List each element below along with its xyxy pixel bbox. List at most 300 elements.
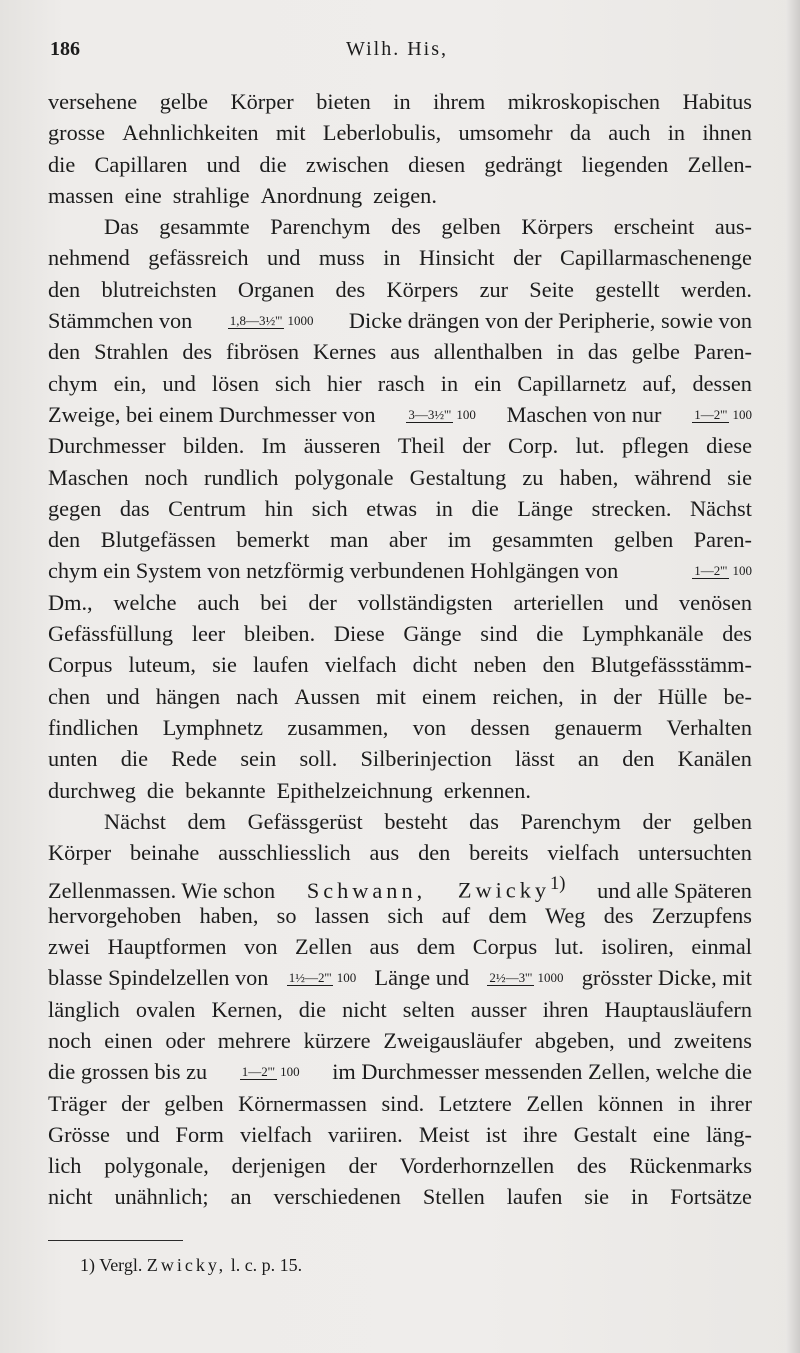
fraction-numerator: 1,8—3½''' xyxy=(229,313,283,329)
word: Gefässfüllung xyxy=(48,621,174,647)
text-segment: Dicke drängen von der Peripherie, sowie von xyxy=(348,308,752,334)
word: Nächst xyxy=(104,808,166,834)
word: Capillarmaschenenge xyxy=(560,245,752,271)
fraction-numerator: 1—2''' xyxy=(241,1064,275,1080)
footnote-reference: l. c. p. 15. xyxy=(230,1255,303,1275)
word: noch xyxy=(144,464,188,490)
text-segment: im Durchmesser messenden Zellen, welche die xyxy=(332,1059,752,1085)
text-line xyxy=(48,868,752,903)
word: muss xyxy=(318,245,365,271)
word: findlichen xyxy=(48,714,139,740)
text-line xyxy=(48,1150,752,1181)
word: Das xyxy=(104,214,139,240)
fraction-denominator: 100 xyxy=(280,1064,300,1080)
word: und xyxy=(126,1121,160,1147)
word: dicht xyxy=(412,652,458,678)
word: die xyxy=(48,151,76,177)
word: so xyxy=(276,902,297,928)
word: und xyxy=(162,370,196,396)
word: oder xyxy=(165,1027,205,1053)
word: Aussen xyxy=(294,683,361,709)
text-line xyxy=(48,1056,752,1087)
word: lassen xyxy=(314,902,370,928)
word: Lymphnetz xyxy=(162,714,264,740)
text-line xyxy=(48,555,752,586)
word: in xyxy=(677,1090,696,1116)
word: Kernes xyxy=(313,339,377,365)
word: laufen xyxy=(252,652,309,678)
word: bei xyxy=(260,589,288,615)
word: rasch xyxy=(377,370,425,396)
author-name: Schwann, xyxy=(306,877,427,903)
word: dessen xyxy=(692,370,752,396)
word: des xyxy=(182,339,213,365)
text-line xyxy=(48,962,752,993)
word: luteum, xyxy=(128,652,197,678)
word: von xyxy=(244,934,278,960)
word: die xyxy=(298,996,326,1022)
word: Durchmesser xyxy=(48,433,166,459)
word: lut. xyxy=(554,934,584,960)
word: Zellen- xyxy=(687,151,752,177)
word: Kanälen xyxy=(677,746,752,772)
word: bleiben. xyxy=(243,621,316,647)
word: Maschen xyxy=(48,464,129,490)
word: der xyxy=(308,589,337,615)
word: sie xyxy=(584,1184,610,1210)
word: haben, xyxy=(559,464,619,490)
word: Centrum xyxy=(168,495,247,521)
word: versehene xyxy=(48,89,138,114)
word: auf, xyxy=(642,370,677,396)
word: besteht xyxy=(384,808,448,834)
word: beinahe xyxy=(129,840,200,866)
word: lich xyxy=(48,1153,82,1179)
word: ihre xyxy=(522,1121,558,1147)
word: Gänge xyxy=(403,621,462,647)
word: ihnen xyxy=(702,120,752,146)
word: haben, xyxy=(199,902,259,928)
fraction xyxy=(240,1066,300,1078)
text-segment: grösster Dicke, mit xyxy=(581,965,752,991)
fraction-numerator: 3—3½''' xyxy=(408,406,452,422)
word: die xyxy=(471,495,499,521)
word: lässt xyxy=(515,746,555,772)
running-head: Wilh. His, xyxy=(346,38,448,60)
word: bemerkt xyxy=(236,527,310,553)
word: dem xyxy=(488,902,527,928)
text-line xyxy=(48,274,752,305)
word: im xyxy=(447,527,472,553)
word: nehmend xyxy=(48,245,130,271)
text-line xyxy=(48,994,752,1025)
word: zur xyxy=(479,276,509,302)
word: des xyxy=(335,276,366,302)
text-line xyxy=(48,806,752,837)
word: Im xyxy=(261,433,287,459)
word: mikroskopischen xyxy=(507,89,661,114)
body-text xyxy=(48,86,752,1213)
fraction-numerator: 2½—3''' xyxy=(489,970,533,986)
word: nicht xyxy=(48,1184,93,1210)
word: gestellt xyxy=(595,276,660,302)
word: durchweg xyxy=(48,777,136,803)
word: einem xyxy=(421,683,477,709)
word: unten xyxy=(48,746,98,772)
word: Letztere xyxy=(438,1090,512,1116)
text-segment: Länge und xyxy=(374,965,470,991)
text-line xyxy=(48,775,752,806)
word: von xyxy=(412,714,447,740)
fraction xyxy=(487,972,563,984)
word: massen xyxy=(48,182,114,208)
text-segment: chym ein System von netzförmig verbundenen Hohlgängen von xyxy=(48,558,619,584)
word: bekannte xyxy=(185,777,266,803)
fraction xyxy=(406,406,476,422)
text-line xyxy=(48,180,752,211)
word: in xyxy=(630,1184,649,1210)
word: und xyxy=(624,589,659,615)
word: mehrere xyxy=(217,1027,291,1053)
word: gefässreich xyxy=(148,245,249,271)
fraction-denominator: 100 xyxy=(336,970,357,986)
word: äusseren xyxy=(303,433,381,459)
word: Organen xyxy=(237,276,315,302)
word: ein xyxy=(474,370,502,396)
word: laufen xyxy=(506,1184,563,1210)
word: der xyxy=(513,245,542,271)
word: verschiedenen xyxy=(273,1184,401,1210)
word: Rede xyxy=(171,746,218,772)
fraction-denominator: 1000 xyxy=(537,970,564,986)
word: bieten xyxy=(316,89,371,114)
word: ihrer xyxy=(709,1090,752,1116)
word: strahlige xyxy=(172,182,250,208)
page-edge-shadow xyxy=(786,0,800,1353)
word: das xyxy=(587,339,618,365)
word: vielfach xyxy=(324,652,397,678)
word: nicht xyxy=(342,996,387,1022)
word: hin xyxy=(264,495,294,521)
word: gelbe xyxy=(631,339,680,365)
text-line xyxy=(48,117,752,148)
word: Theil xyxy=(397,433,445,459)
word: Capillarnetz xyxy=(517,370,627,396)
word: fibrösen xyxy=(226,339,300,365)
word: welche xyxy=(113,589,177,615)
word: reichen, xyxy=(492,683,564,709)
word: erkennen. xyxy=(443,777,531,803)
word: Zerzupfens xyxy=(651,902,752,928)
word: zweitens xyxy=(673,1027,752,1053)
word: Seite xyxy=(529,276,574,302)
word: rundlich xyxy=(204,464,279,490)
word: gelben xyxy=(613,527,674,553)
word: Körper xyxy=(230,89,294,114)
word: die xyxy=(536,621,564,647)
word: mit xyxy=(376,683,406,709)
word: Form xyxy=(175,1121,224,1147)
text-segment: blasse Spindelzellen von xyxy=(48,965,269,991)
word: abgeben, xyxy=(534,1027,615,1053)
word: blutreichsten xyxy=(101,276,217,302)
word: polygonale xyxy=(294,464,394,490)
word: auf xyxy=(441,902,471,928)
word: sind. xyxy=(381,1090,425,1116)
word: Anordnung xyxy=(260,182,363,208)
word: selten xyxy=(402,996,455,1022)
text-line xyxy=(48,336,752,367)
text-line xyxy=(48,462,752,493)
word: Grösse xyxy=(48,1121,110,1147)
word: vielfach xyxy=(547,840,620,866)
word: die xyxy=(259,151,287,177)
word: pflegen xyxy=(621,433,689,459)
word: in xyxy=(440,370,459,396)
word: grosse xyxy=(48,120,105,146)
word: liegenden xyxy=(581,151,669,177)
word: in xyxy=(435,495,453,521)
word: dessen xyxy=(470,714,530,740)
word: Epithelzeichnung xyxy=(276,777,433,803)
word: sich xyxy=(311,495,348,521)
fraction xyxy=(287,972,357,984)
word: zwischen xyxy=(305,151,389,177)
text-segment: Stämmchen von xyxy=(48,308,193,334)
word: Gefässgerüst xyxy=(247,808,363,834)
word: Zweigausläufer xyxy=(383,1027,523,1053)
word: Kernen, xyxy=(211,996,283,1022)
word: soll. xyxy=(299,746,338,772)
footnote-author: Zwicky, xyxy=(146,1255,227,1275)
word: ausser xyxy=(470,996,527,1022)
word: ihrem xyxy=(433,89,486,114)
word: Corpus xyxy=(472,934,538,960)
word: Zellen xyxy=(295,934,352,960)
word: und xyxy=(627,1027,662,1053)
fraction-denominator: 100 xyxy=(732,406,752,422)
word: Stellen xyxy=(422,1184,485,1210)
word: Meist xyxy=(418,1121,470,1147)
word: in xyxy=(556,339,574,365)
page-number: 186 xyxy=(50,38,80,60)
word: Diese xyxy=(333,621,385,647)
word: Rückenmarks xyxy=(629,1153,752,1179)
word: sich xyxy=(387,902,424,928)
text-line xyxy=(48,681,752,712)
text-line xyxy=(48,587,752,618)
text-line xyxy=(48,524,752,555)
word: Körpers xyxy=(386,276,459,302)
word: Körnermassen xyxy=(238,1090,367,1116)
word: bilden. xyxy=(182,433,245,459)
word: des xyxy=(576,1153,607,1179)
page-header xyxy=(50,36,750,68)
word: des xyxy=(722,621,752,647)
word: aber xyxy=(388,527,428,553)
word: zusammen, xyxy=(287,714,389,740)
word: an xyxy=(577,746,599,772)
word: aus xyxy=(369,934,400,960)
word: aus xyxy=(390,339,420,365)
word: Gestaltung xyxy=(409,464,507,490)
word: genauerm xyxy=(554,714,643,740)
word: chen xyxy=(48,683,91,709)
word: variiren. xyxy=(327,1121,403,1147)
word: Parenchym xyxy=(270,214,371,240)
word: Fortsätze xyxy=(670,1184,752,1210)
text-line xyxy=(48,368,752,399)
word: den xyxy=(48,527,81,553)
text-segment: und alle Späteren xyxy=(597,877,752,903)
word: in xyxy=(383,245,401,271)
word: den xyxy=(622,746,655,772)
word: venösen xyxy=(678,589,752,615)
word: umsomehr xyxy=(458,120,553,146)
word: auch xyxy=(608,120,651,146)
fraction xyxy=(692,565,752,577)
text-line xyxy=(48,86,752,117)
word: neben xyxy=(473,652,527,678)
text-line xyxy=(48,211,752,242)
word: Vorderhornzellen xyxy=(399,1153,555,1179)
word: etwas xyxy=(366,495,418,521)
text-segment: Zweige, bei einem Durchmesser von xyxy=(48,401,376,427)
word: Hülle xyxy=(657,683,708,709)
word: Corpus xyxy=(48,652,113,678)
word: hängen xyxy=(155,683,221,709)
word: Hauptformen xyxy=(107,934,227,960)
text-line xyxy=(48,493,752,524)
text-line xyxy=(48,1181,752,1212)
text-line xyxy=(48,743,752,774)
word: werden. xyxy=(680,276,752,302)
word: vielfach xyxy=(239,1121,312,1147)
word: den xyxy=(418,840,451,866)
word: Länge xyxy=(517,495,574,521)
word: Nächst xyxy=(690,495,752,521)
word: eine xyxy=(652,1121,690,1147)
text-line xyxy=(48,1119,752,1150)
text-line xyxy=(48,1025,752,1056)
word: zeigen. xyxy=(373,182,437,208)
word: Träger xyxy=(48,1090,107,1116)
word: lut. xyxy=(575,433,605,459)
word: ihren xyxy=(542,996,589,1022)
word: die xyxy=(146,777,175,803)
word: der xyxy=(348,1153,377,1179)
word: gelben xyxy=(164,1090,224,1116)
word: ausschliesslich xyxy=(218,840,351,866)
word: diese xyxy=(706,433,752,459)
word: noch xyxy=(48,1027,92,1053)
word: ein, xyxy=(113,370,147,396)
word: zwei xyxy=(48,934,91,960)
word: gelben xyxy=(441,214,501,240)
word: länglich xyxy=(48,996,120,1022)
word: das xyxy=(119,495,150,521)
word: gesammte xyxy=(159,214,250,240)
text-line xyxy=(48,399,752,430)
word: isoliren, xyxy=(601,934,674,960)
text-line xyxy=(48,1088,752,1119)
word: erscheint xyxy=(613,214,695,240)
text-line xyxy=(48,618,752,649)
word: die xyxy=(120,746,149,772)
word: Gestalt xyxy=(573,1121,637,1147)
word: gegen xyxy=(48,495,102,521)
word: während xyxy=(634,464,712,490)
text-line xyxy=(48,430,752,461)
word: Corp. xyxy=(508,433,559,459)
word: sein xyxy=(240,746,277,772)
word: strecken. xyxy=(591,495,672,521)
word: sind xyxy=(480,621,518,647)
word: des xyxy=(603,902,634,928)
fraction-numerator: 1—2''' xyxy=(694,406,728,422)
word: können xyxy=(597,1090,664,1116)
word: Habitus xyxy=(682,89,752,114)
word: und xyxy=(266,245,301,271)
word: in xyxy=(393,89,411,114)
word: in xyxy=(667,120,686,146)
word: unähnlich; xyxy=(114,1184,209,1210)
word: und xyxy=(206,151,241,177)
text-line xyxy=(48,305,752,336)
word: läng- xyxy=(706,1121,752,1147)
footnote-marker: 1) xyxy=(80,1255,95,1275)
word: kürzere xyxy=(303,1027,371,1053)
footnote-prefix: Vergl. xyxy=(99,1255,143,1275)
word: einmal xyxy=(691,934,752,960)
word: Dm., xyxy=(48,589,93,615)
fraction xyxy=(228,315,314,327)
word: sie xyxy=(212,652,237,678)
word: der xyxy=(121,1090,150,1116)
fraction-numerator: 1½—2''' xyxy=(288,970,332,986)
word: chym xyxy=(48,370,98,396)
word: mit xyxy=(275,120,306,146)
text-line xyxy=(48,149,752,180)
text-line xyxy=(48,649,752,680)
word: ist xyxy=(485,1121,507,1147)
word: aus xyxy=(369,840,400,866)
word: gelbe xyxy=(159,89,208,114)
word: nach xyxy=(236,683,279,709)
word: Hinsicht xyxy=(419,245,495,271)
word: Strahlen xyxy=(94,339,169,365)
word: dem xyxy=(187,808,226,834)
word: Weg xyxy=(545,902,586,928)
word: und xyxy=(106,683,140,709)
author-name: Zwicky xyxy=(457,877,550,903)
word: Körper xyxy=(48,840,112,866)
word: diesen xyxy=(408,151,466,177)
word: gelben xyxy=(692,808,752,834)
word: an xyxy=(230,1184,252,1210)
word: der xyxy=(462,433,491,459)
word: ovalen xyxy=(135,996,196,1022)
word: Blutgefässstämm- xyxy=(590,652,752,678)
word: eine xyxy=(124,182,162,208)
word: Blutgefässen xyxy=(100,527,216,553)
fraction xyxy=(692,406,752,422)
word: Körpers xyxy=(521,214,594,240)
fraction-numerator: 1—2''' xyxy=(694,563,728,579)
word: den xyxy=(542,652,575,678)
footnote-divider xyxy=(48,1240,183,1241)
word: Aehnlichkeiten xyxy=(122,120,259,146)
